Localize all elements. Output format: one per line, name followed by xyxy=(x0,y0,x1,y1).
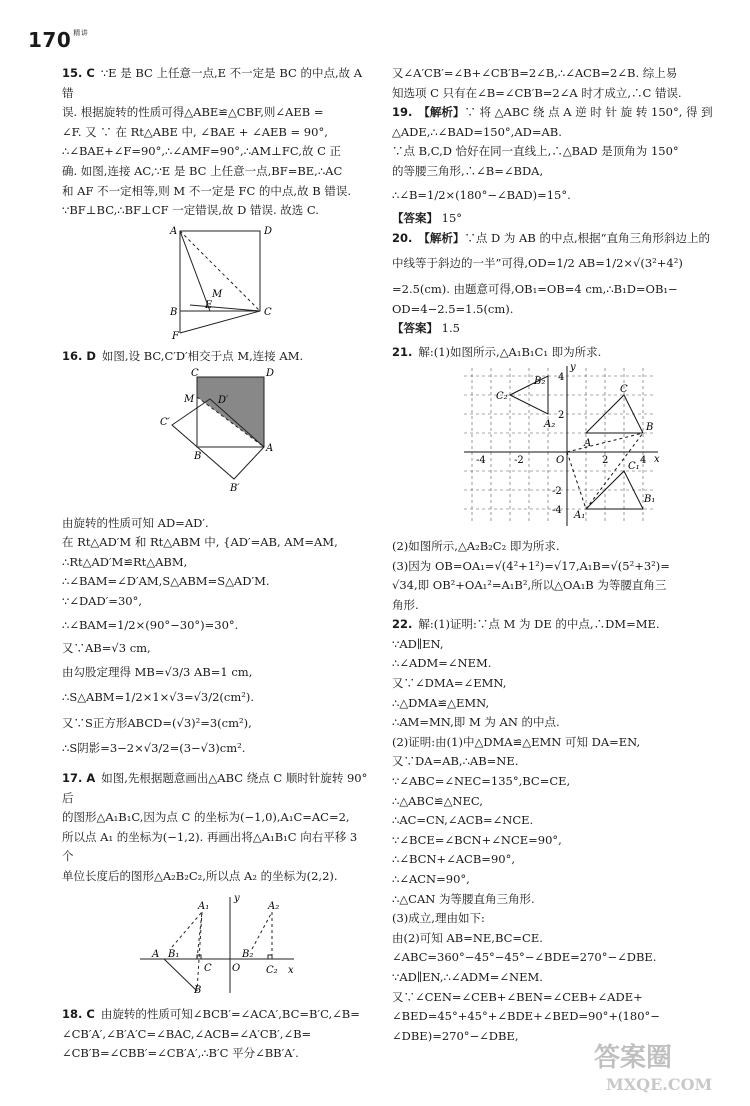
site-watermark-logo xyxy=(584,1036,734,1096)
label-B: B xyxy=(170,306,178,318)
label-A2: A₂ xyxy=(268,900,280,912)
text-line: OD=4−2.5=1.5(cm). xyxy=(392,301,514,316)
text-line: 中线等于斜边的一半”可得,OD=1/2 AB=1/2×√(3²+4²) xyxy=(392,256,683,271)
tick-y-4: 4 xyxy=(558,372,565,384)
q15-number: 15. C xyxy=(62,66,95,80)
text-line: ∠CB′A′,∠B′A′C=∠BAC,∠ACB=∠A′CB′,∠B= xyxy=(62,1026,312,1041)
label-D-prime: D′ xyxy=(218,394,229,406)
text-line: 误. 根据旋转的性质可得△ABE≌△CBF,则∠AEB = xyxy=(62,105,324,120)
text-line: ∵点 B,C,D 恰好在同一直线上,∴△BAD 是顶角为 150° xyxy=(392,144,679,159)
label-B1: B₁ xyxy=(168,948,180,960)
text-line: 又∵DA=AB,∴AB=NE. xyxy=(392,754,519,769)
label-C1: C₁ xyxy=(628,461,640,473)
text-line: 又∠A′CB′=∠B+∠CB′B=2∠B,∴∠ACB=2∠B. 综上易 xyxy=(392,66,678,80)
text-line: ∴△CAN 为等腰直角三角形. xyxy=(392,891,535,906)
label-D: D xyxy=(264,225,273,237)
label-D: D xyxy=(266,367,275,379)
label-C: C xyxy=(191,367,199,379)
q20-number: 20. xyxy=(392,230,413,245)
text-line: 由勾股定理得 MB=√3/3 AB=1 cm, xyxy=(62,664,253,679)
q19-number: 19. xyxy=(392,105,413,120)
label-C: C xyxy=(204,962,212,974)
left-column xyxy=(62,64,370,1064)
text-line: ∴△ABC≌△NEC, xyxy=(392,793,483,808)
text-line: ∠ABC=360°−45°−45°−∠BDE=270°−∠DBE. xyxy=(392,950,657,965)
text-line: 解:(1)证明:∵点 M 为 DE 的中点,∴DM=ME. xyxy=(418,617,660,632)
text-line: 由旋转的性质可知 AD=AD′. xyxy=(62,515,209,530)
text-line: 确. 如图,连接 AC,∵E 是 BC 上任意一点,BF=BE,∴AC xyxy=(62,163,343,178)
label-B: B xyxy=(194,450,202,462)
text-line: ∴S阴影=3−2×√3/2=(3−√3)cm². xyxy=(62,741,246,756)
label-C2: C₂ xyxy=(266,964,278,976)
q21-block xyxy=(392,343,724,616)
text-line: 如图,设 BC,C′D′相交于点 M,连接 AM. xyxy=(101,349,304,364)
text-line: ∠F. 又 ∵ 在 Rt△ABE 中, ∠BAE + ∠AEB = 90°, xyxy=(62,124,328,139)
text-line: 由旋转的性质可知∠BCB′=∠ACA′,BC=B′C,∠B= xyxy=(100,1007,360,1022)
label-A1: A₁ xyxy=(198,900,210,912)
answer-tag: 【答案】 xyxy=(392,211,438,226)
label-M: M xyxy=(212,288,223,300)
text-line: (2)如图所示,△A₂B₂C₂ 即为所求. xyxy=(392,538,560,553)
text-line: △ADE,∴∠BAD=150°,AD=AB. xyxy=(392,124,562,139)
text-line: 知选项 C 只有在∠B=∠CB′B=2∠A 时才成立,∴C 错误. xyxy=(392,85,682,100)
text-line: 由(2)可知 AB=NE,BC=CE. xyxy=(392,930,543,945)
text-line: ∴∠BAE+∠F=90°,∴∠AMF=90°,∴AM⊥FC,故 C 正 xyxy=(62,144,342,159)
label-C: C xyxy=(264,306,272,318)
label-x: x xyxy=(288,964,294,976)
text-line: √34,即 OB²+OA₁²=A₁B²,所以△OA₁B 为等腰直角三 xyxy=(392,578,667,593)
label-A: A xyxy=(266,442,274,454)
text-line: 的等腰三角形,∴∠B=∠BDA, xyxy=(392,163,544,178)
label-M: M xyxy=(184,393,195,405)
label-B2: B₂ xyxy=(242,948,254,960)
label-A: A xyxy=(584,438,592,450)
text-line: ∵AD∥EN,∴∠ADM=∠NEM. xyxy=(392,969,543,984)
label-x: x xyxy=(654,454,660,466)
right-column xyxy=(392,64,724,1046)
text-line: 又∵S正方形ABCD=(√3)²=3(cm²), xyxy=(62,715,252,730)
q17-number: 17. A xyxy=(62,771,96,786)
answer-value: 1.5 xyxy=(441,321,460,336)
tick-x-2: 2 xyxy=(602,455,609,467)
text-line: ∴∠BAM=1/2×(90°−30°)=30°. xyxy=(62,617,239,632)
text-line: ∴∠BCN+∠ACB=90°, xyxy=(392,852,515,867)
text-line: ∠BED=45°+45°+∠BDE+∠BED=90°+(180°− xyxy=(392,1009,660,1024)
label-A: A xyxy=(152,948,160,960)
text-line: (2)证明:由(1)中△DMA≌△EMN 可知 DA=EN, xyxy=(392,734,641,749)
text-line: ∵E 是 BC 上任意一点,E 不一定是 BC 的中点,故 A 错 xyxy=(62,66,363,100)
tick-y-m2: -2 xyxy=(552,486,562,498)
label-y: y xyxy=(570,362,576,374)
label-A2: A₂ xyxy=(544,419,556,431)
analysis-tag: 【解析】 xyxy=(418,230,465,245)
page-number: 170 $^{精讲}$ xyxy=(28,28,89,52)
label-B-prime: B′ xyxy=(230,482,240,494)
text-line: ∴∠ADM=∠NEM. xyxy=(392,656,492,671)
text-line: ∴∠BAM=∠D′AM,S△ABM=S△AD′M. xyxy=(62,574,270,589)
text-line: ∵点 D 为 AB 的中点,根据“直角三角形斜边上的 xyxy=(464,230,711,245)
label-B: B xyxy=(646,422,654,434)
tick-y-m4: -4 xyxy=(552,505,562,517)
analysis-tag: 【解析】 xyxy=(418,105,465,120)
q17-block xyxy=(62,769,370,1001)
text-line: =2.5(cm). 由题意可得,OB₁=OB=4 cm,∴B₁D=OB₁− xyxy=(392,281,678,296)
text-line: ∵∠BCE=∠BCN+∠NCE=90°, xyxy=(392,832,562,847)
text-line: 在 Rt△AD′M 和 Rt△ABM 中, {AD′=AB, AM=AM, xyxy=(62,535,338,550)
tick-x-m2: -2 xyxy=(514,455,524,467)
q22-block xyxy=(392,615,724,1046)
label-C-prime: C′ xyxy=(160,416,170,428)
q21-number: 21. xyxy=(392,344,413,359)
text-line: 角形. xyxy=(392,597,419,612)
q16-figure xyxy=(62,367,362,507)
text-line: ∵BF⊥BC,∴BF⊥CF 一定错误,故 D 错误. 故选 C. xyxy=(62,203,319,218)
tick-x-m4: -4 xyxy=(476,455,486,467)
text-line: ∠CB′B=∠CBB′=∠CB′A′,∴B′C 平分∠BB′A′. xyxy=(62,1046,299,1061)
q21-grid-figure xyxy=(392,362,722,530)
q18-number: 18. C xyxy=(62,1007,95,1022)
answer-value: 15° xyxy=(441,211,463,226)
q16-number: 16. D xyxy=(62,349,96,364)
text-line: 的图形△A₁B₁C,因为点 C 的坐标为(−1,0),A₁C=AC=2, xyxy=(62,810,350,825)
q16-block xyxy=(62,347,370,759)
text-line: 又∵∠DMA=∠EMN, xyxy=(392,676,507,691)
label-E: E xyxy=(205,299,213,311)
text-line: 解:(1)如图所示,△A₁B₁C₁ 即为所求. xyxy=(418,344,602,359)
text-line: ∴∠ACN=90°, xyxy=(392,872,470,886)
label-B2: B₂ xyxy=(534,376,546,388)
text-line: ∴∠B=1/2×(180°−∠BAD)=15°. xyxy=(392,187,571,202)
label-C: C xyxy=(620,384,628,396)
text-line: (3)成立,理由如下: xyxy=(392,911,485,926)
text-line: (3)因为 OB=OA₁=√(4²+1²)=√17,A₁B=√(5²+3²)= xyxy=(392,558,670,573)
q15-figure xyxy=(62,221,362,341)
q17-figure xyxy=(62,887,362,995)
watermark-text: 答案圈 xyxy=(594,1043,673,1073)
label-O: O xyxy=(556,455,565,467)
text-line: ∴△DMA≌△EMN, xyxy=(392,695,490,710)
text-line: 单位长度后的图形△A₂B₂C₂,所以点 A₂ 的坐标为(2,2). xyxy=(62,869,338,884)
answer-tag: 【答案】 xyxy=(392,321,438,336)
watermark-url: MXQE.COM xyxy=(606,1075,713,1094)
text-line: ∴AC=CN,∠ACB=∠NCE. xyxy=(392,813,534,828)
label-B1: B₁ xyxy=(644,494,656,506)
text-line: ∴S△ABM=1/2×1×√3=√3/2(cm²). xyxy=(62,690,255,705)
label-B: B xyxy=(194,984,202,995)
text-line: 所以点 A₁ 的坐标为(−1,2). 再画出将△A₁B₁C 向右平移 3 个 xyxy=(62,829,358,864)
text-line: ∴Rt△AD′M≌Rt△ABM, xyxy=(62,554,188,569)
q18-block xyxy=(62,1005,370,1064)
text-line: ∵∠DAD′=30°, xyxy=(62,593,142,608)
text-line: 又∵AB=√3 cm, xyxy=(62,641,151,656)
tick-x-4: 4 xyxy=(640,455,647,467)
text-line: 和 AF 不一定相等,则 M 不一定是 FC 的中点,故 B 错误. xyxy=(62,183,351,198)
tick-y-2: 2 xyxy=(558,410,565,422)
q19-block xyxy=(392,103,724,229)
text-line: ∵ 将 △ABC 绕 点 A 逆 时 针 旋 转 150°, 得 到 xyxy=(464,105,713,120)
text-line: 如图,先根据题意画出△ABC 绕点 C 顺时针旋转 90°后 xyxy=(62,771,368,805)
label-F: F xyxy=(172,330,179,341)
text-line: ∵∠ABC=∠NEC=135°,BC=CE, xyxy=(392,774,571,789)
text-line: ∵AD∥EN, xyxy=(392,636,444,651)
text-line: ∠DBE)=270°−∠DBE, xyxy=(392,1028,519,1043)
q20-block xyxy=(392,229,724,339)
label-A: A xyxy=(170,225,178,237)
q15-block xyxy=(62,64,370,347)
label-A1: A₁ xyxy=(574,510,586,522)
q22-number: 22. xyxy=(392,617,413,632)
label-y: y xyxy=(234,892,240,904)
text-line: 又∵∠CEN=∠CEB+∠BEN=∠CEB+∠ADE+ xyxy=(392,989,643,1004)
text-line: ∴AM=MN,即 M 为 AN 的中点. xyxy=(392,715,560,730)
label-C2: C₂ xyxy=(496,391,508,403)
label-O: O xyxy=(232,962,241,974)
